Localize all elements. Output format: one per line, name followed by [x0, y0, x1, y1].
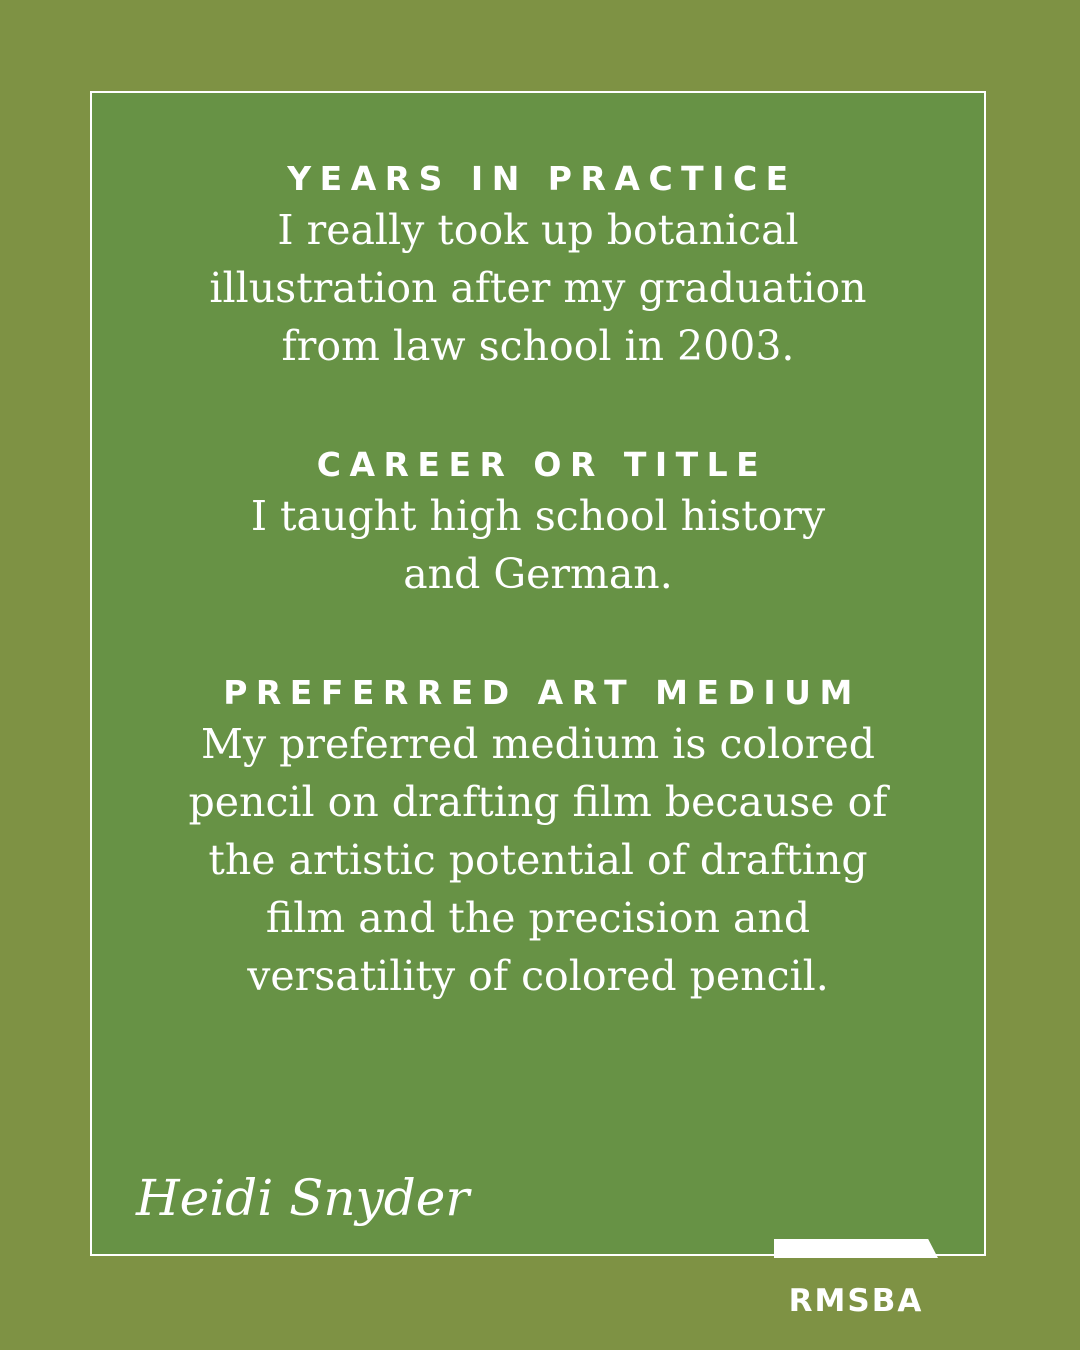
section-preferred-art-medium	[92, 673, 984, 1005]
section-body	[168, 715, 908, 1005]
section-years-in-practice	[92, 159, 984, 375]
section-heading: CAREER OR TITLE	[316, 445, 768, 484]
body-line: My preferred medium is colored	[200, 720, 876, 768]
section-career-or-title	[92, 445, 984, 603]
body-line: illustration after my graduation	[209, 264, 867, 312]
body-line: film and the precision and	[265, 894, 811, 942]
section-body	[178, 201, 898, 375]
logo-tab-decoration	[774, 1239, 938, 1258]
body-line: I taught high school history	[250, 492, 826, 540]
section-heading: PREFERRED ART MEDIUM	[223, 673, 861, 712]
quote-card	[90, 91, 986, 1256]
rmsba-logo: RMSBA	[788, 1283, 924, 1319]
body-line: and German.	[403, 550, 673, 598]
body-line: versatility of colored pencil.	[247, 952, 829, 1000]
section-heading: YEARS IN PRACTICE	[287, 159, 797, 198]
section-body	[228, 487, 848, 603]
body-line: the artistic potential of drafting	[208, 836, 868, 884]
body-line: pencil on drafting film because of	[188, 778, 888, 826]
body-line: from law school in 2003.	[281, 322, 795, 370]
body-line: I really took up botanical	[277, 206, 799, 254]
artist-signature: Heidi Snyder	[136, 1169, 470, 1227]
